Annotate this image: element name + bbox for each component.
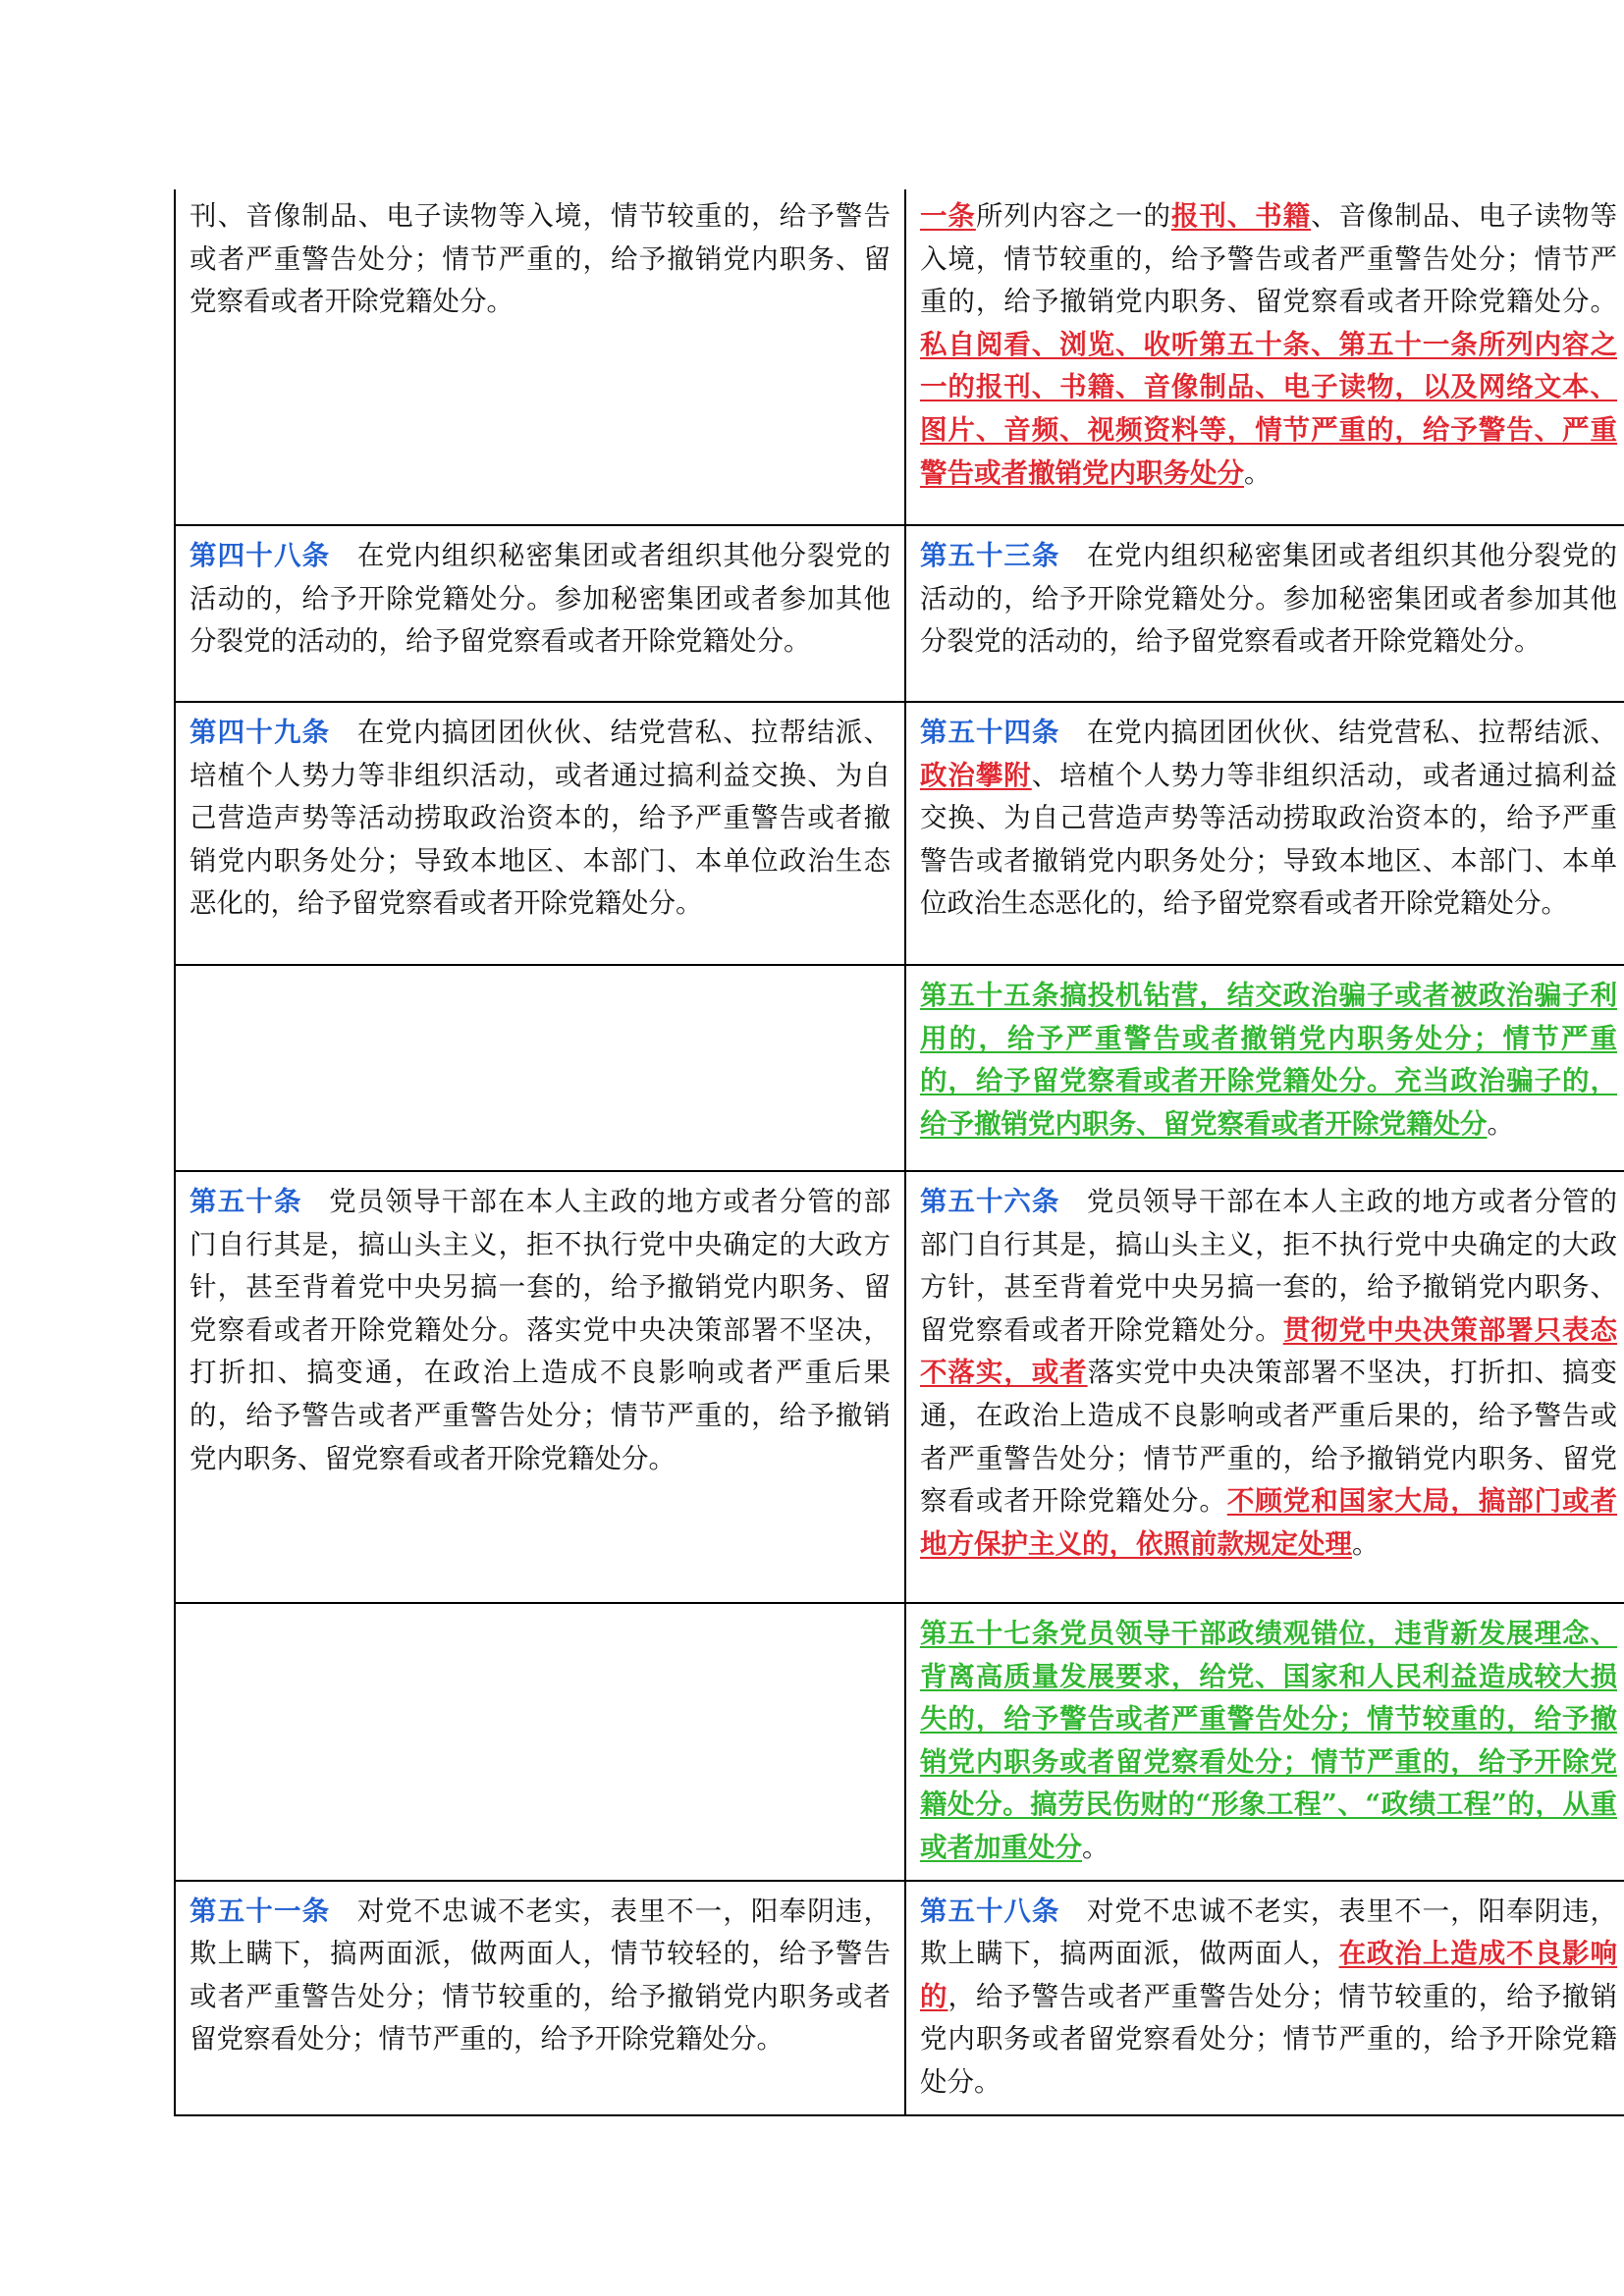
article-text: ，给予警告或者严重警告处分；情节较重的，给予撤销党内职务或者留党察看处分；情节严重的，给予开除党籍处分。 bbox=[920, 1980, 1617, 2098]
amended-text: 私自阅看、浏览、收听第五十条、第五十一条所列内容之一的报刊、书籍、音像制品、电子读物，以及网络文本、图片、音频、视频资料等，情节严重的，给予警告、严重警告或者撤销党内职务处分 bbox=[920, 328, 1617, 489]
new-article-number: 第五十七条 bbox=[920, 1618, 1060, 1649]
article-number: 第五十六条 bbox=[920, 1186, 1060, 1217]
article-text: 在党内搞团团伙伙、结党营私、拉帮结派、 bbox=[1086, 717, 1618, 748]
article-text: 在党内搞团团伙伙、结党营私、拉帮结派、培植个人势力等非组织活动，或者通过搞利益交换、为自己营造声势等活动捞取政治资本的，给予严重警告或者撤销党内职务处分；导致本地区、本部门、本单位政治生态恶化的，给予留党察看或者开除党籍处分。 bbox=[189, 717, 892, 920]
old-version-cell bbox=[175, 1171, 905, 1603]
comparison-row bbox=[175, 965, 1624, 1171]
comparison-row bbox=[175, 525, 1624, 702]
amended-text: 贯彻党中央决策部署只表态不落实，或者 bbox=[920, 1313, 1617, 1389]
comparison-row bbox=[175, 1171, 1624, 1603]
comparison-rows bbox=[175, 189, 1624, 2115]
article-number: 第五十一条 bbox=[189, 1895, 331, 1927]
article-text: 。 bbox=[1082, 1831, 1110, 1863]
new-version-cell bbox=[905, 965, 1624, 1171]
old-version-cell bbox=[175, 1881, 905, 2115]
article-number: 第五十三条 bbox=[920, 540, 1060, 571]
article-text: 、音像制品、电子读物等入境，情节较重的，给予警告或者严重警告处分；情节严重的，给予撤销党内职务、留党察看或者开除党籍处分。 bbox=[920, 200, 1617, 318]
amended-text: 一条 bbox=[920, 200, 976, 232]
new-version-cell bbox=[905, 702, 1624, 965]
amended-text: 报刊、书籍 bbox=[1170, 200, 1312, 232]
new-version-cell bbox=[905, 189, 1624, 525]
new-article-number: 第五十五条 bbox=[920, 980, 1060, 1011]
article-text: 党员领导干部在本人主政的地方或者分管的部门自行其是，搞山头主义，拒不执行党中央确定的大政方针，甚至背着党中央另搞一套的，给予撤销党内职务、留党察看或者开除党籍处分。 bbox=[920, 1186, 1618, 1346]
old-version-cell bbox=[175, 189, 905, 525]
old-version-cell bbox=[175, 525, 905, 702]
article-text: 落实党中央决策部署不坚决，打折扣、搞变通，在政治上造成不良影响或者严重后果的，给予警告或者严重警告处分；情节严重的，给予撤销党内职务、留党察看或者开除党籍处分。 bbox=[920, 1357, 1617, 1518]
comparison-table bbox=[174, 189, 1624, 2116]
new-version-cell bbox=[905, 1881, 1624, 2115]
article-number: 第五十四条 bbox=[920, 717, 1060, 748]
article-text: 、培植个人势力等非组织活动，或者通过搞利益交换、为自己营造声势等活动捞取政治资本的，给予严重警告或者撤销党内职务处分；导致本地区、本部门、本单位政治生态恶化的，给予留党察看或者开除党籍处分。 bbox=[920, 759, 1617, 920]
old-version-cell bbox=[175, 1603, 905, 1881]
article-text: 党员领导干部在本人主政的地方或者分管的部门自行其是，搞山头主义，拒不执行党中央确定的大政方针，甚至背着党中央另搞一套的，给予撤销党内职务、留党察看或者开除党籍处分。落实党中央决策部署不坚决，打折扣、搞变通，在政治上造成不良影响或者严重后果的，给予警告或者严重警告处分；情节严重的，给予撤销党内职务、留党察看或者开除党籍处分。 bbox=[189, 1186, 891, 1474]
article-text: 在党内组织秘密集团或者组织其他分裂党的活动的，给予开除党籍处分。参加秘密集团或者参加其他分裂党的活动的，给予留党察看或者开除党籍处分。 bbox=[189, 540, 892, 658]
old-version-cell bbox=[175, 702, 905, 965]
comparison-row bbox=[175, 1603, 1624, 1881]
article-number: 第四十九条 bbox=[189, 717, 331, 748]
article-text: 刊、音像制品、电子读物等入境，情节较重的，给予警告或者严重警告处分；情节严重的，给予撤销党内职务、留党察看或者开除党籍处分。 bbox=[189, 200, 891, 318]
old-version-cell bbox=[175, 965, 905, 1171]
article-number: 第五十八条 bbox=[920, 1895, 1060, 1927]
amended-text: 不顾党和国家大局，搞部门或者地方保护主义的，依照前款规定处理 bbox=[920, 1485, 1617, 1560]
new-version-cell bbox=[905, 525, 1624, 702]
article-text: 在党内组织秘密集团或者组织其他分裂党的活动的，给予开除党籍处分。参加秘密集团或者参加其他分裂党的活动的，给予留党察看或者开除党籍处分。 bbox=[920, 540, 1618, 658]
comparison-row bbox=[175, 1881, 1624, 2115]
amended-text: 政治攀附 bbox=[920, 759, 1032, 791]
article-number: 第四十八条 bbox=[189, 540, 331, 571]
comparison-row bbox=[175, 189, 1624, 525]
article-text: 。 bbox=[1352, 1527, 1380, 1560]
new-text: 党员领导干部政绩观错位，违背新发展理念、背离高质量发展要求，给党、国家和人民利益造成较大损失的，给予警告或者严重警告处分；情节较重的，给予撤销党内职务或者留党察看处分；情节严重的，给予开除党籍处分。搞劳民伤财的“形象工程”、“政绩工程”的，从重或者加重处分 bbox=[920, 1618, 1617, 1863]
new-text: 搞投机钻营，结交政治骗子或者被政治骗子利用的，给予严重警告或者撤销党内职务处分；情节严重的，给予留党察看或者开除党籍处分。充当政治骗子的，给予撤销党内职务、留党察看或者开除党籍处分 bbox=[920, 980, 1617, 1140]
new-version-cell bbox=[905, 1603, 1624, 1881]
article-text: 。 bbox=[1487, 1107, 1514, 1140]
comparison-row bbox=[175, 702, 1624, 965]
new-version-cell bbox=[905, 1171, 1624, 1603]
amended-text: 在政治上造成不良影响的 bbox=[920, 1938, 1617, 2012]
article-text: 所列内容之一的 bbox=[975, 200, 1171, 232]
article-number: 第五十条 bbox=[189, 1186, 302, 1217]
article-text: 对党不忠诚不老实，表里不一，阳奉阴违，欺上瞒下，搞两面派，做两面人，情节较轻的，给予警告或者严重警告处分；情节较重的，给予撤销党内职务或者留党察看处分；情节严重的，给予开除党籍处分。 bbox=[189, 1895, 892, 2056]
article-text: 对党不忠诚不老实，表里不一，阳奉阴违，欺上瞒下，搞两面派，做两面人， bbox=[920, 1895, 1618, 1970]
article-text: 。 bbox=[1244, 456, 1272, 489]
